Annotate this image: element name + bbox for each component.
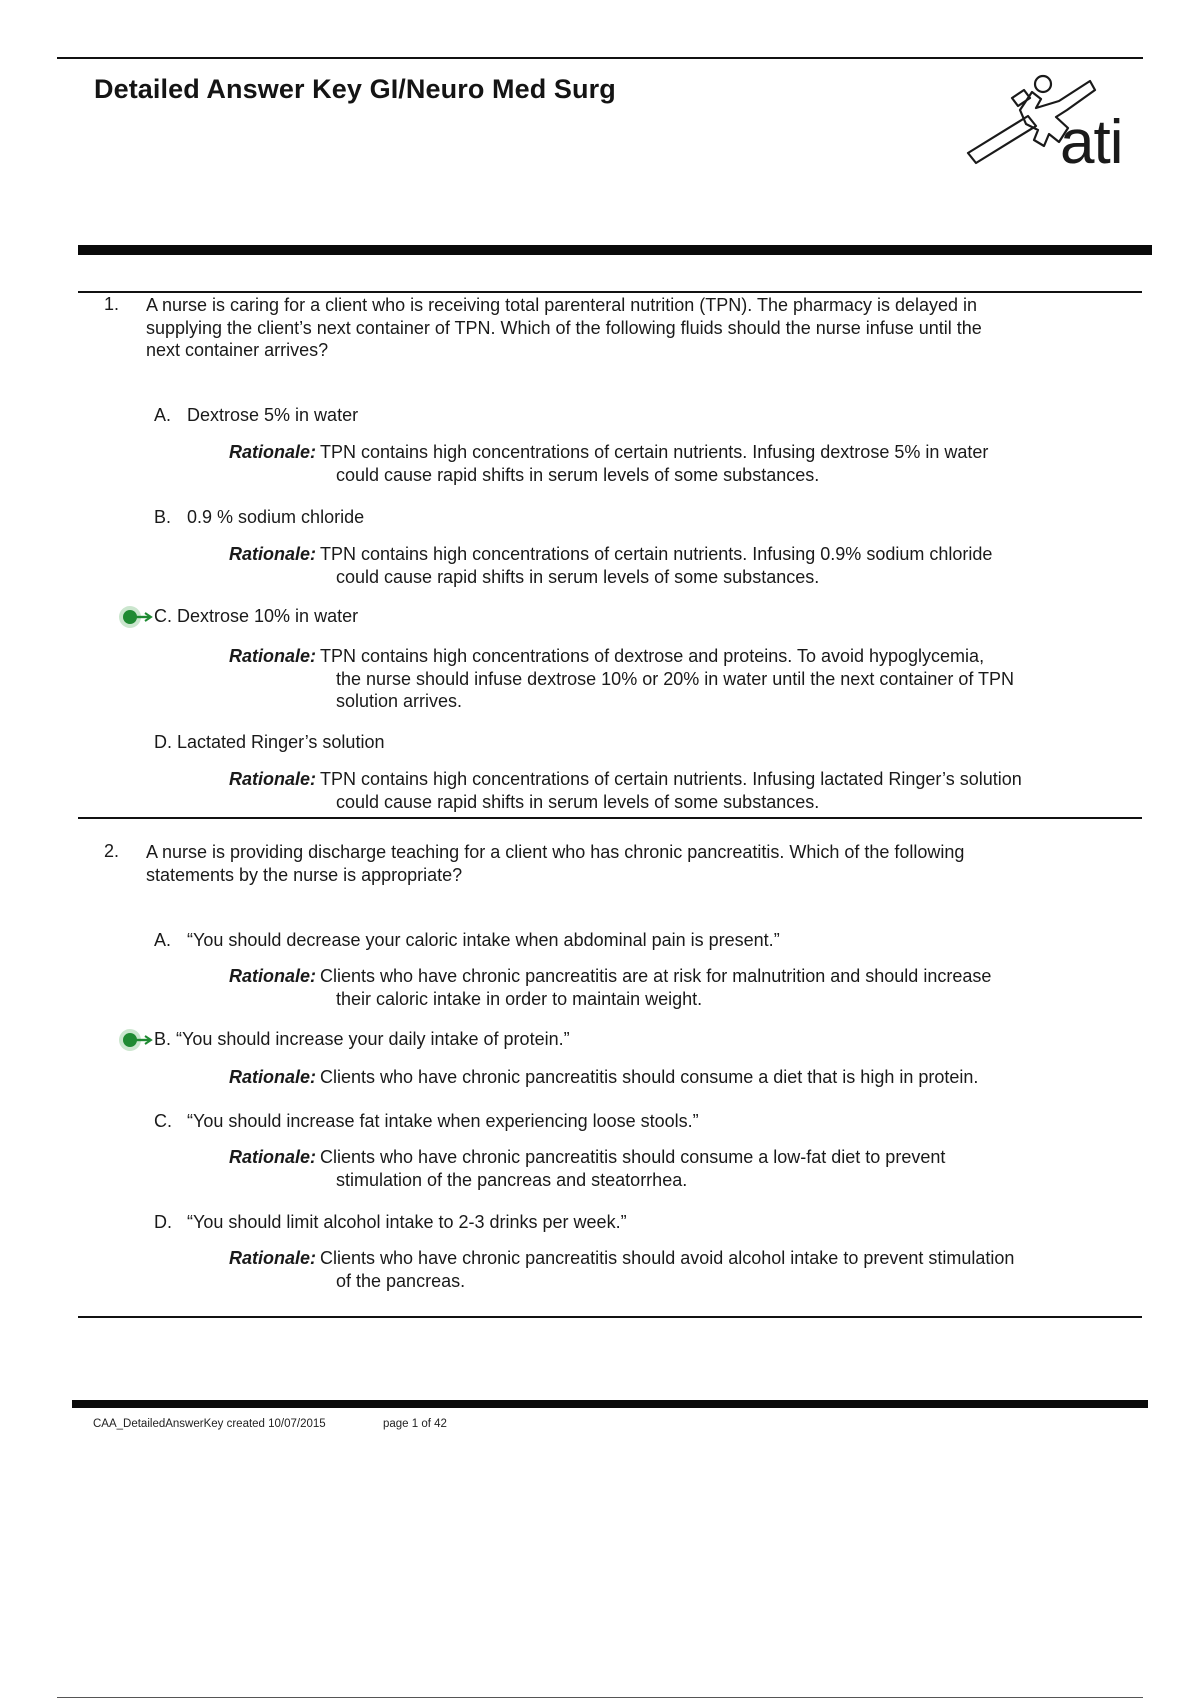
option-text: “You should limit alcohol intake to 2-3 drinks per week.”	[187, 1212, 627, 1232]
question-1-option-a-rationale	[229, 441, 1129, 486]
rationale-line: Clients who have chronic pancreatitis should avoid alcohol intake to prevent stimulation	[320, 1248, 1015, 1268]
question-2-option-c	[154, 1111, 699, 1132]
rationale-line: stimulation of the pancreas and steatorrhea.	[336, 1169, 688, 1190]
question-1-number: 1.	[104, 294, 120, 314]
rationale-line: TPN contains high concentrations of dextrose and proteins. To avoid hypoglycemia,	[320, 646, 985, 666]
rationale-line: of the pancreas.	[336, 1270, 466, 1291]
option-letter: D.	[154, 732, 172, 752]
question-1-bottom-rule	[78, 817, 1142, 819]
question-1-option-d	[154, 732, 384, 753]
rationale-line: could cause rapid shifts in serum levels of some substances.	[336, 464, 820, 485]
option-letter: B.	[154, 1029, 172, 1049]
question-2-option-d-rationale	[229, 1247, 1129, 1292]
question-2-number: 2.	[104, 841, 120, 861]
option-letter: A.	[154, 930, 172, 950]
rationale-label: Rationale:	[229, 769, 317, 789]
question-1-option-b-rationale	[229, 543, 1129, 588]
rationale-line: the nurse should infuse dextrose 10% or 20% in water until the next container of TPN	[336, 668, 1015, 689]
question-2-option-a-rationale	[229, 965, 1129, 1010]
option-letter: A.	[154, 405, 172, 425]
rationale-line: TPN contains high concentrations of certain nutrients. Infusing 0.9% sodium chloride	[320, 544, 993, 564]
footer-page-number: page 1 of 42	[383, 1418, 447, 1430]
rationale-label: Rationale:	[229, 1147, 317, 1167]
rationale-line: Clients who have chronic pancreatitis should consume a diet that is high in protein.	[320, 1067, 979, 1087]
footer-doc-id: CAA_DetailedAnswerKey created 10/07/2015	[93, 1418, 326, 1430]
header-divider	[78, 245, 1152, 255]
question-2-option-d	[154, 1212, 627, 1233]
question-2-option-b-rationale	[229, 1066, 1129, 1089]
document-title: Detailed Answer Key GI/Neuro Med Surg	[94, 74, 616, 104]
page-bottom-rule	[57, 1697, 1143, 1698]
question-2-option-a	[154, 930, 780, 951]
rationale-label: Rationale:	[229, 966, 317, 986]
question-2-line-1: A nurse is providing discharge teaching for a client who has chronic pancreatitis. Which of the following	[146, 842, 965, 862]
rationale-line: TPN contains high concentrations of certain nutrients. Infusing lactated Ringer’s solution	[320, 769, 1022, 789]
question-1-option-d-rationale	[229, 768, 1129, 813]
question-1-option-a	[154, 405, 358, 426]
question-1-option-c-rationale	[229, 645, 1129, 713]
option-text: Lactated Ringer’s solution	[177, 732, 385, 752]
rationale-label: Rationale:	[229, 544, 317, 564]
correct-answer-marker-icon	[116, 1028, 156, 1052]
question-1-option-c	[154, 606, 358, 627]
option-letter: B.	[154, 507, 172, 527]
option-text: “You should decrease your caloric intake when abdominal pain is present.”	[187, 930, 780, 950]
rationale-label: Rationale:	[229, 1067, 317, 1087]
question-1-top-rule	[78, 291, 1142, 293]
question-2-line-2: statements by the nurse is appropriate?	[146, 864, 463, 885]
question-1-stem	[146, 294, 1096, 362]
option-text: Dextrose 10% in water	[177, 606, 359, 626]
rationale-label: Rationale:	[229, 646, 317, 666]
rationale-line: their caloric intake in order to maintain weight.	[336, 988, 703, 1009]
top-rule	[57, 57, 1143, 59]
rationale-line: Clients who have chronic pancreatitis should consume a low-fat diet to prevent	[320, 1147, 946, 1167]
question-1-line-3: next container arrives?	[146, 340, 329, 360]
rationale-line: solution arrives.	[336, 691, 463, 711]
correct-answer-marker-icon	[116, 605, 156, 629]
ati-logo-text: ati	[1060, 108, 1123, 177]
rationale-label: Rationale:	[229, 442, 317, 462]
option-text: “You should increase your daily intake of protein.”	[176, 1029, 570, 1049]
option-letter: C.	[154, 1111, 172, 1131]
rationale-line: TPN contains high concentrations of certain nutrients. Infusing dextrose 5% in water	[320, 442, 989, 462]
question-2-bottom-rule	[78, 1316, 1142, 1318]
footer-divider	[72, 1400, 1148, 1408]
option-letter: D.	[154, 1212, 172, 1232]
option-letter: C.	[154, 606, 172, 626]
rationale-line: Clients who have chronic pancreatitis are at risk for malnutrition and should increase	[320, 966, 992, 986]
option-text: Dextrose 5% in water	[187, 405, 359, 425]
question-1-line-2: supplying the client’s next container of TPN. Which of the following fluids should the nurse infuse until the	[146, 317, 982, 338]
question-2-option-c-rationale	[229, 1146, 1129, 1191]
question-2-option-b	[154, 1029, 570, 1050]
question-1-option-b	[154, 507, 364, 528]
question-2-stem	[146, 841, 1096, 886]
rationale-line: could cause rapid shifts in serum levels of some substances.	[336, 566, 820, 587]
question-1-line-1: A nurse is caring for a client who is receiving total parenteral nutrition (TPN). The pharmacy is delayed in	[146, 295, 978, 315]
option-text: “You should increase fat intake when experiencing loose stools.”	[187, 1111, 699, 1131]
option-text: 0.9 % sodium chloride	[187, 507, 365, 527]
rationale-label: Rationale:	[229, 1248, 317, 1268]
rationale-line: could cause rapid shifts in serum levels of some substances.	[336, 791, 820, 812]
